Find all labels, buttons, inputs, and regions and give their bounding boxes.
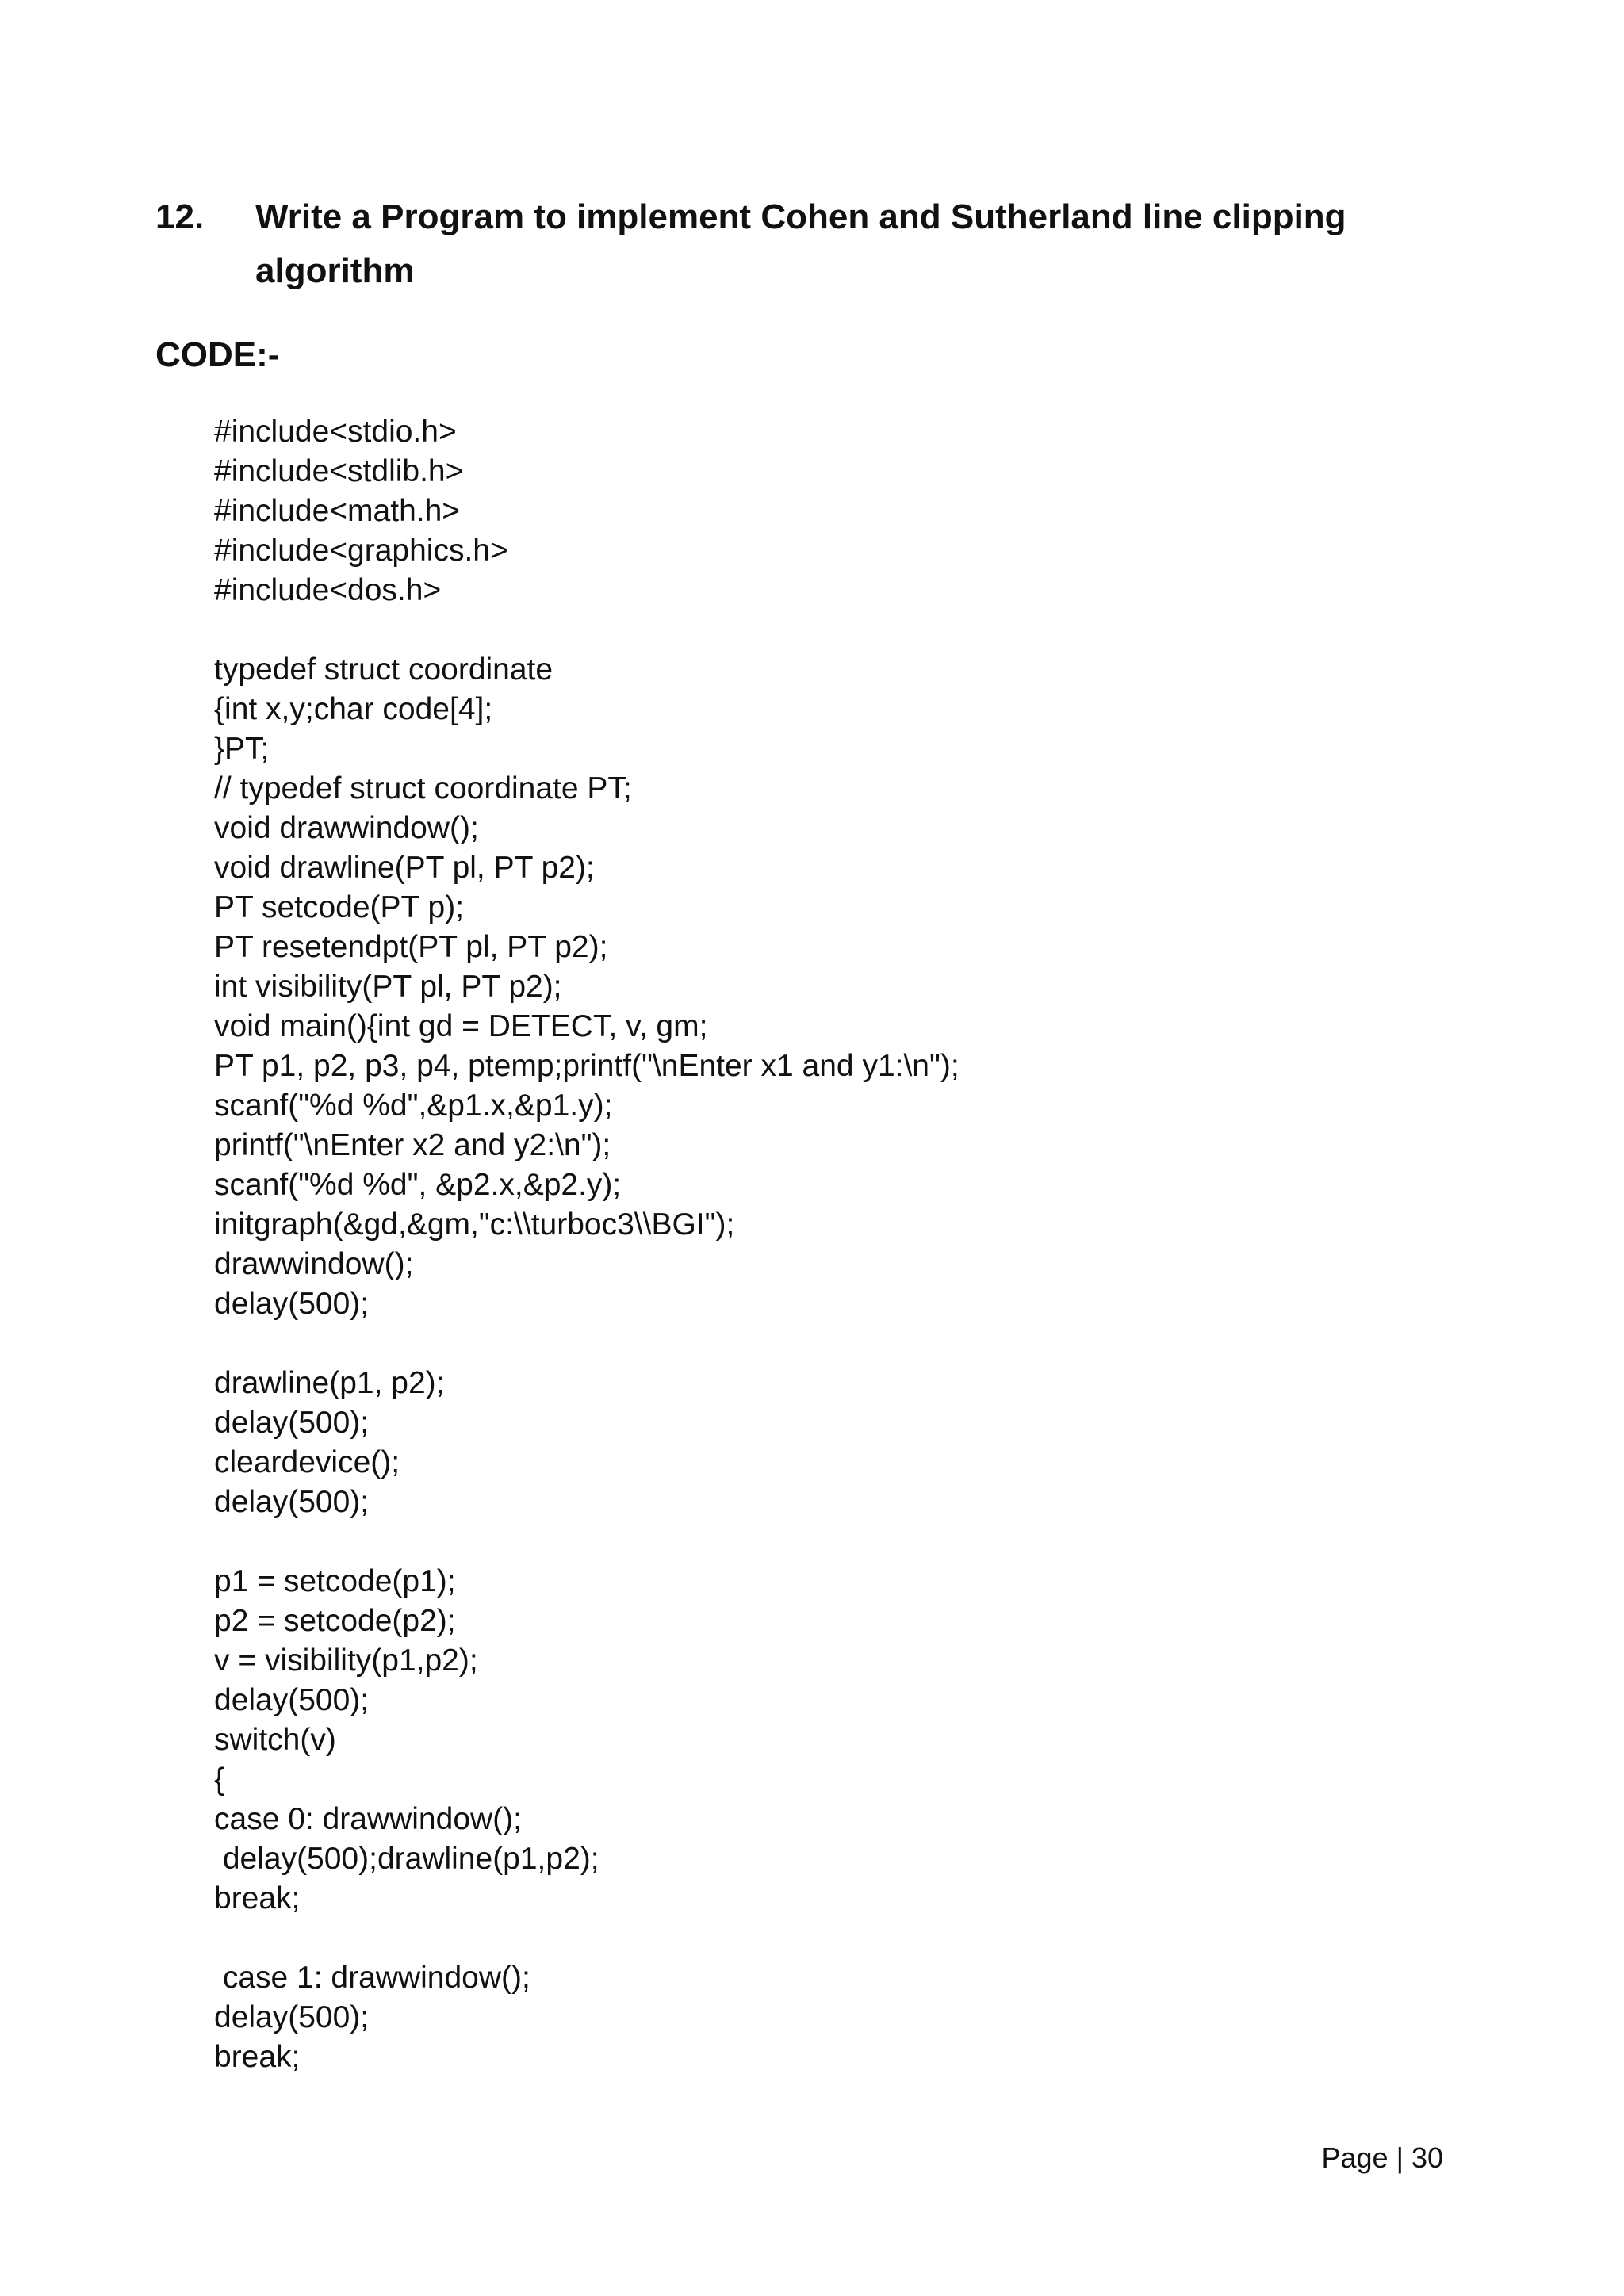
page-footer: [1321, 2141, 1443, 2175]
code-line: p1 = setcode(p1);: [214, 1564, 456, 1598]
code-line: void drawline(PT pl, PT p2);: [214, 851, 595, 885]
code-line: printf("\nEnter x2 and y2:\n");: [214, 1128, 611, 1162]
code-line: {: [214, 1762, 225, 1797]
code-line: initgraph(&gd,&gm,"c:\\turboc3\\BGI");: [214, 1207, 735, 1242]
code-line: PT resetendpt(PT pl, PT p2);: [214, 930, 608, 964]
code-line: }PT;: [214, 732, 270, 766]
code-line: switch(v): [214, 1723, 336, 1757]
code-line: [214, 1919, 1483, 1958]
page-label: Page: [1321, 2141, 1388, 2174]
code-line: #include<dos.h>: [214, 573, 442, 607]
code-block: [214, 412, 1483, 2077]
code-line: cleardevice();: [214, 1445, 400, 1479]
code-line: case 0: drawwindow();: [214, 1802, 522, 1836]
code-line: #include<graphics.h>: [214, 534, 508, 568]
section-title: Write a Program to implement Cohen and Sutherland line clipping algorithm: [255, 197, 1346, 290]
code-line: drawwindow();: [214, 1247, 414, 1281]
code-line: break;: [214, 1881, 301, 1915]
code-label: CODE:-: [155, 335, 280, 374]
code-line: scanf("%d %d",&p1.x,&p1.y);: [214, 1089, 613, 1123]
code-line: delay(500);drawline(p1,p2);: [214, 1842, 599, 1876]
code-line: PT p1, p2, p3, p4, ptemp;printf("\nEnter x1 and y1:\n");: [214, 1049, 959, 1083]
code-line: void drawwindow();: [214, 811, 479, 845]
code-line: #include<math.h>: [214, 494, 461, 528]
code-line: PT setcode(PT p);: [214, 890, 465, 924]
code-line: void main(){int gd = DETECT, v, gm;: [214, 1009, 708, 1043]
code-line: delay(500);: [214, 1683, 370, 1717]
code-line: [214, 1324, 1483, 1364]
code-line: {int x,y;char code[4];: [214, 692, 493, 726]
code-line: typedef struct coordinate: [214, 652, 553, 687]
page-number: 30: [1411, 2141, 1443, 2174]
code-line: v = visibility(p1,p2);: [214, 1644, 478, 1678]
code-line: delay(500);: [214, 1287, 370, 1321]
code-line: [214, 610, 1483, 650]
code-line: scanf("%d %d", &p2.x,&p2.y);: [214, 1168, 622, 1202]
code-line: case 1: drawwindow();: [214, 1961, 530, 1995]
code-line: drawline(p1, p2);: [214, 1366, 445, 1400]
code-line: #include<stdio.h>: [214, 415, 457, 449]
code-line: break;: [214, 2040, 301, 2074]
page-separator: |: [1396, 2141, 1404, 2174]
code-line: delay(500);: [214, 1406, 370, 1440]
code-line: int visibility(PT pl, PT p2);: [214, 970, 562, 1004]
code-line: // typedef struct coordinate PT;: [214, 771, 632, 806]
section-number: 12.: [155, 197, 205, 236]
code-line: #include<stdlib.h>: [214, 454, 464, 488]
code-line: delay(500);: [214, 2000, 370, 2034]
code-line: p2 = setcode(p2);: [214, 1604, 456, 1638]
code-line: [214, 1522, 1483, 1562]
section-heading: [155, 190, 1392, 298]
code-line: delay(500);: [214, 1485, 370, 1519]
